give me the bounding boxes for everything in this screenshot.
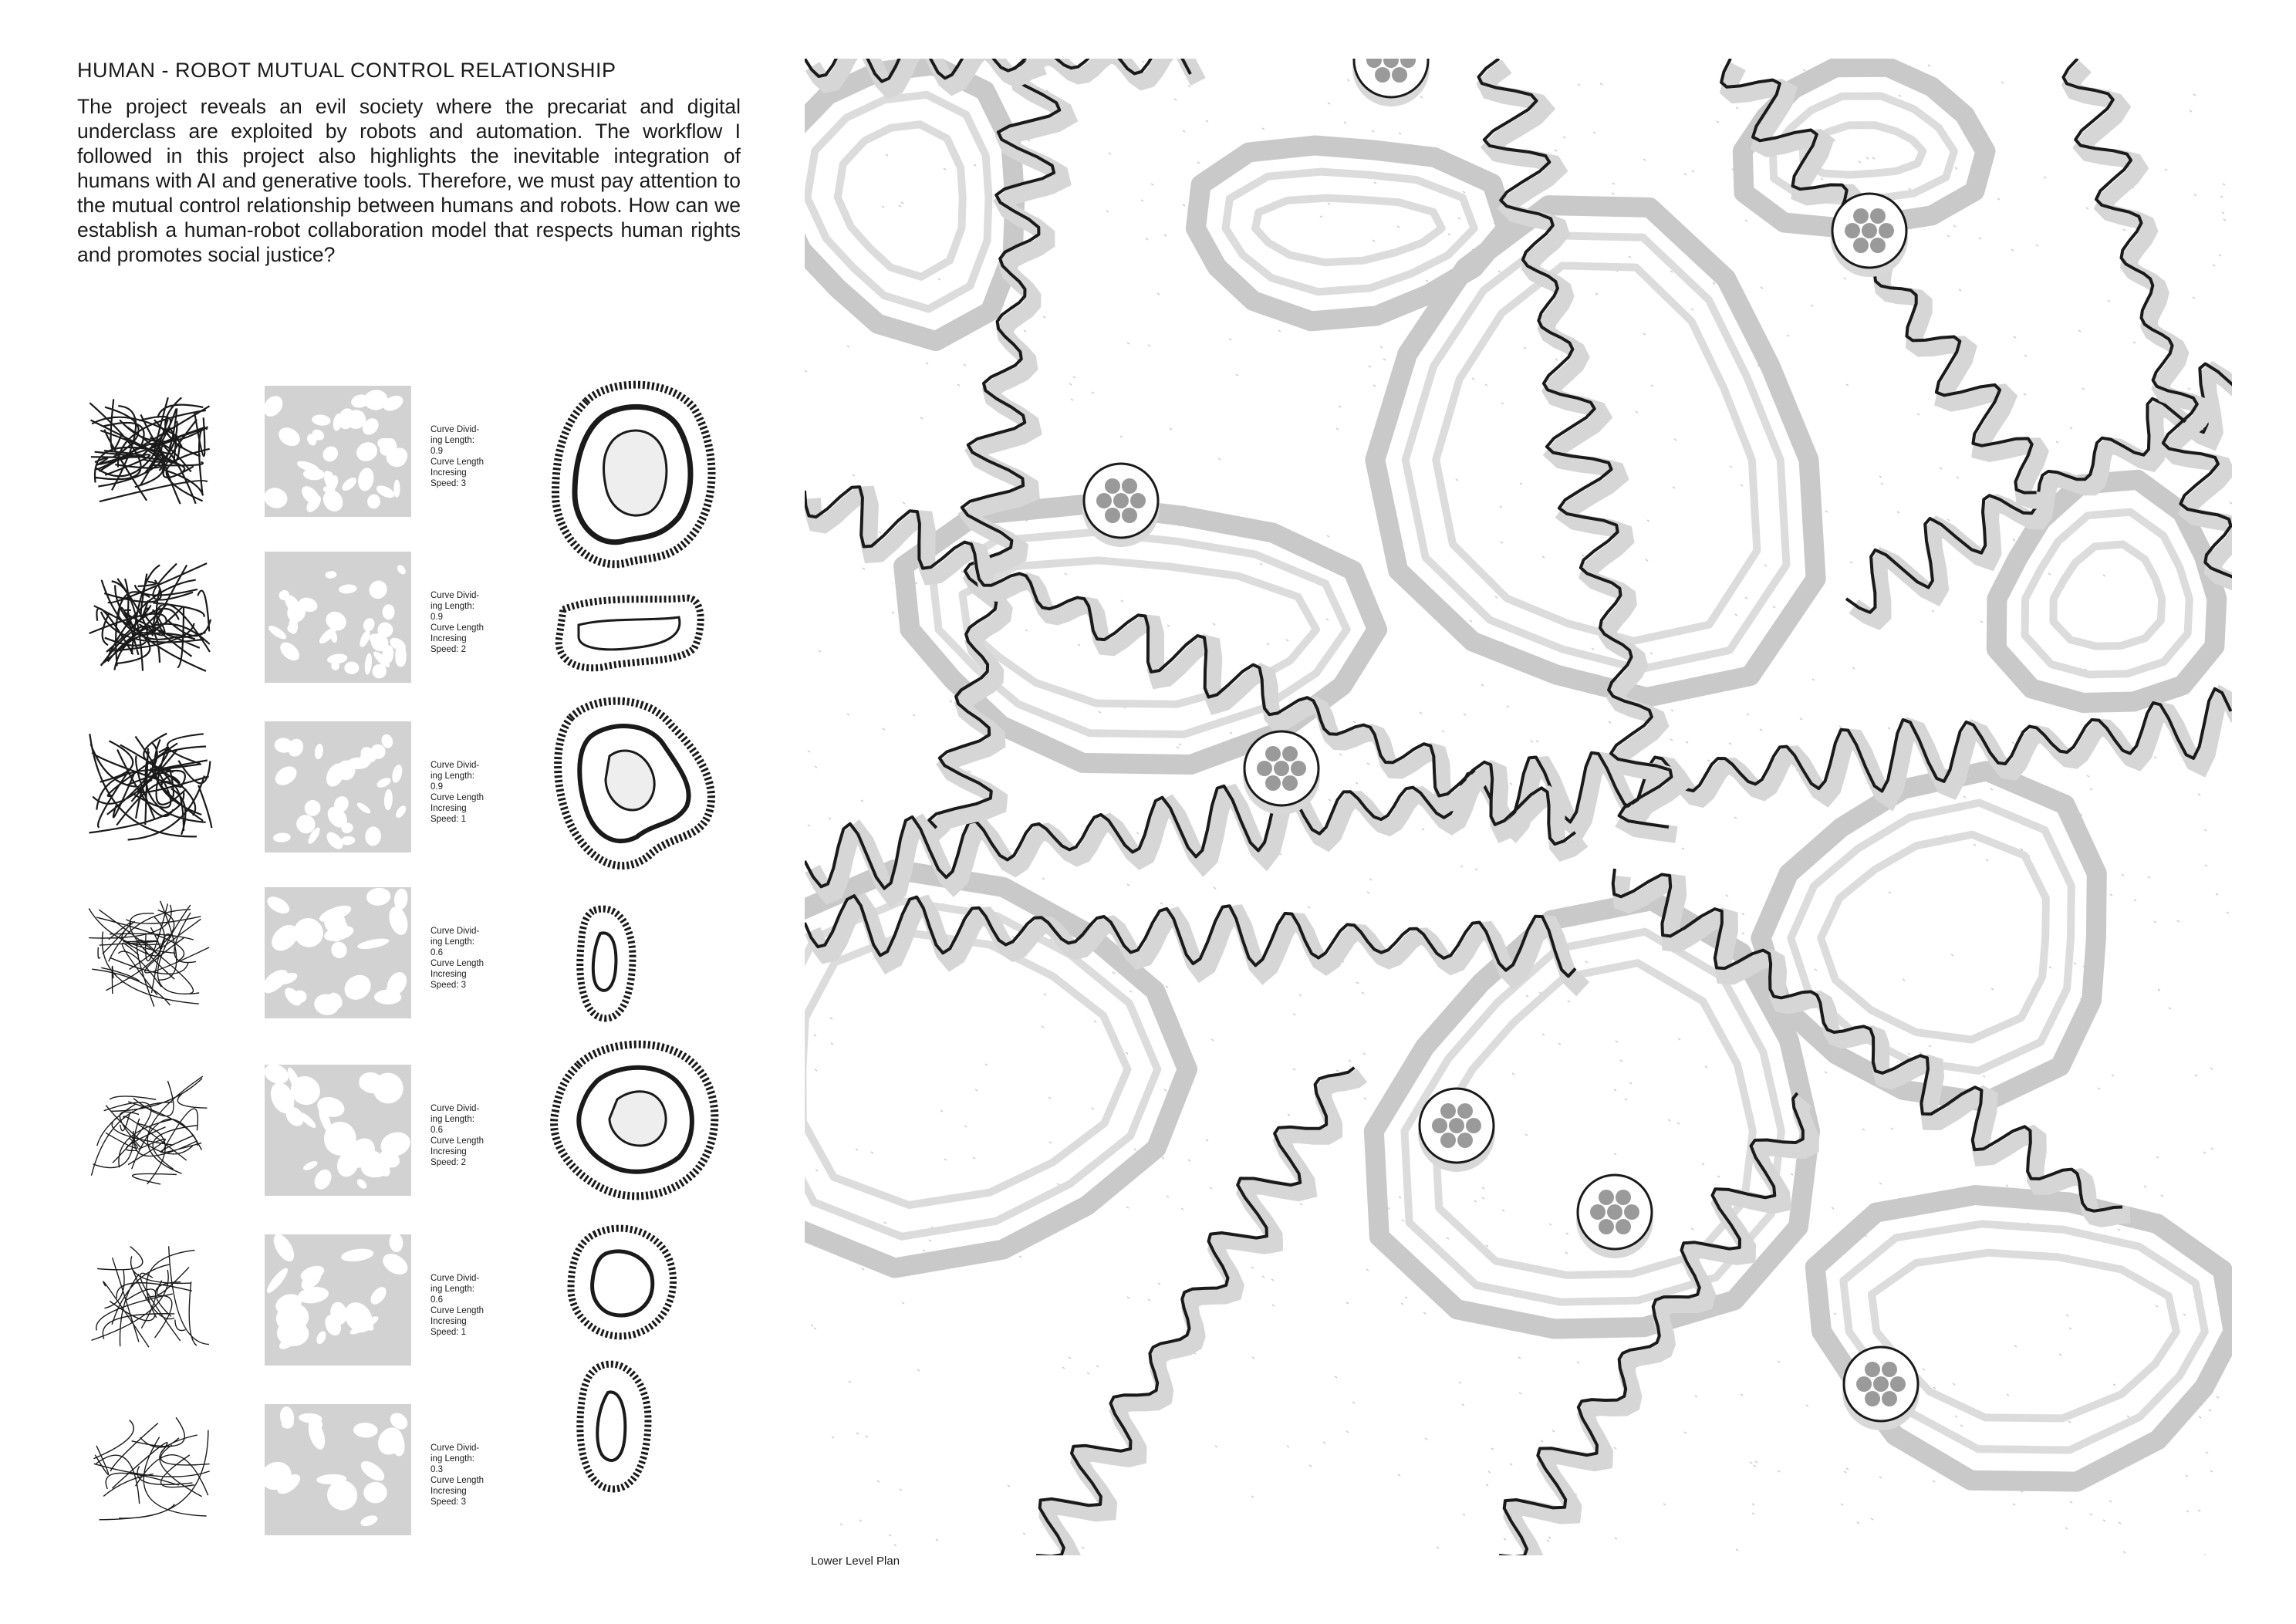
curve-pattern-thumbnail <box>77 887 224 1018</box>
iteration-caption <box>430 926 508 991</box>
curve-pattern-thumbnail <box>77 552 224 683</box>
circle-cluster <box>1831 194 1908 277</box>
caption-line: Curve Divid- <box>430 1274 480 1283</box>
island-outline-4 <box>580 909 633 1018</box>
caption-line: Incresing <box>430 804 467 813</box>
island-outline-column <box>540 370 741 1543</box>
fill-pattern-thumbnail <box>265 386 411 517</box>
caption-line: Curve Length <box>430 959 485 968</box>
caption-line: Curve Length <box>430 1306 485 1315</box>
caption-line: ing Length: <box>430 436 474 445</box>
caption-line: 0.9 <box>430 613 443 622</box>
caption-line: Curve Divid- <box>430 425 480 434</box>
fill-pattern-thumbnail <box>265 1234 411 1366</box>
caption-line: Curve Divid- <box>430 1443 480 1453</box>
caption-line: Incresing <box>430 970 467 979</box>
island-ring <box>1761 771 2097 1102</box>
fill-pattern-thumbnail <box>265 721 411 853</box>
caption-line: 0.3 <box>430 1465 443 1474</box>
iteration-caption <box>430 760 508 825</box>
caption-line: Incresing <box>430 634 467 643</box>
curve-pattern-thumbnail <box>77 721 224 853</box>
island-outline-2 <box>559 598 701 668</box>
caption-line: ing Length: <box>430 771 474 781</box>
island-outline-1 <box>555 385 712 565</box>
circle-cluster <box>1842 1347 1920 1430</box>
iteration-caption <box>430 1103 508 1168</box>
island-ring <box>1196 146 1507 322</box>
iteration-caption <box>430 590 508 655</box>
intro-paragraph: The project reveals an evil society where the precariat and digital underclass are exploited by robots and automation. The workflow I followed in this project also highlights the inevitable integration of humans with AI and generative tools. Therefore, we must pay attention to the mutual control relationship between humans and robots. How can we establish a human-robot collaboration model that respects human rights and promotes social justice? <box>77 95 741 266</box>
iteration-row <box>77 1234 540 1389</box>
circle-cluster <box>1243 731 1320 815</box>
caption-line: ing Length: <box>430 1285 474 1294</box>
caption-line: Speed: 3 <box>430 479 467 488</box>
caption-line: ing Length: <box>430 937 474 947</box>
caption-line: Speed: 3 <box>430 981 467 990</box>
caption-line: Speed: 1 <box>430 1328 467 1337</box>
caption-line: Curve Length <box>430 623 485 633</box>
fill-pattern-thumbnail <box>265 1404 411 1535</box>
caption-line: 0.6 <box>430 1126 443 1135</box>
caption-line: Speed: 3 <box>430 1497 467 1507</box>
iteration-row <box>77 887 540 1042</box>
caption-line: Curve Divid- <box>430 761 480 770</box>
caption-line: Curve Divid- <box>430 591 480 600</box>
caption-line: ing Length: <box>430 602 474 611</box>
lower-level-plan-drawing <box>805 59 2232 1555</box>
iteration-row <box>77 721 540 876</box>
curve-pattern-thumbnail <box>77 1065 224 1196</box>
plan-caption: Lower Level Plan <box>811 1555 900 1568</box>
iteration-caption <box>430 424 508 489</box>
caption-line: Curve Divid- <box>430 927 480 936</box>
caption-line: Curve Length <box>430 793 485 802</box>
island-ring <box>805 66 1015 342</box>
circle-cluster <box>1576 1175 1653 1258</box>
caption-line: Incresing <box>430 1147 467 1156</box>
iteration-row <box>77 386 540 540</box>
island-outline-7 <box>580 1364 648 1489</box>
caption-line: Incresing <box>430 1487 467 1496</box>
curve-pattern-thumbnail <box>77 386 224 517</box>
caption-line: Curve Length <box>430 457 485 467</box>
caption-line: 0.9 <box>430 782 443 792</box>
caption-line: ing Length: <box>430 1454 474 1464</box>
caption-line: 0.9 <box>430 447 443 456</box>
curve-pattern-thumbnail <box>77 1234 224 1366</box>
page-title: HUMAN - ROBOT MUTUAL CONTROL RELATIONSHIP <box>77 59 616 82</box>
circle-cluster <box>1418 1089 1495 1172</box>
meander-shadow <box>1621 876 2130 1219</box>
caption-line: 0.6 <box>430 948 443 957</box>
island-ring <box>1815 1195 2232 1482</box>
caption-line: Speed: 1 <box>430 815 467 824</box>
caption-line: Speed: 2 <box>430 1158 467 1167</box>
caption-line: 0.6 <box>430 1295 443 1305</box>
island-outline-6 <box>571 1228 674 1336</box>
fill-pattern-thumbnail <box>265 552 411 683</box>
island-outline-3 <box>558 701 711 866</box>
curve-pattern-thumbnail <box>77 1404 224 1535</box>
circle-cluster <box>1082 464 1160 547</box>
caption-line: Speed: 2 <box>430 645 467 654</box>
fill-pattern-thumbnail <box>265 1065 411 1196</box>
caption-line: Curve Length <box>430 1476 485 1485</box>
iteration-row <box>77 1404 540 1558</box>
caption-line: Curve Divid- <box>430 1104 480 1113</box>
iteration-caption <box>430 1443 508 1508</box>
circle-cluster <box>1352 59 1430 106</box>
island-outline-5 <box>554 1045 714 1197</box>
caption-line: Curve Length <box>430 1136 485 1146</box>
fill-pattern-thumbnail <box>265 887 411 1018</box>
caption-line: Incresing <box>430 1317 467 1326</box>
iteration-caption <box>430 1273 508 1338</box>
caption-line: Incresing <box>430 468 467 478</box>
caption-line: ing Length: <box>430 1115 474 1124</box>
meander-shadow <box>812 903 1583 984</box>
iteration-row <box>77 1065 540 1219</box>
iteration-row <box>77 552 540 706</box>
